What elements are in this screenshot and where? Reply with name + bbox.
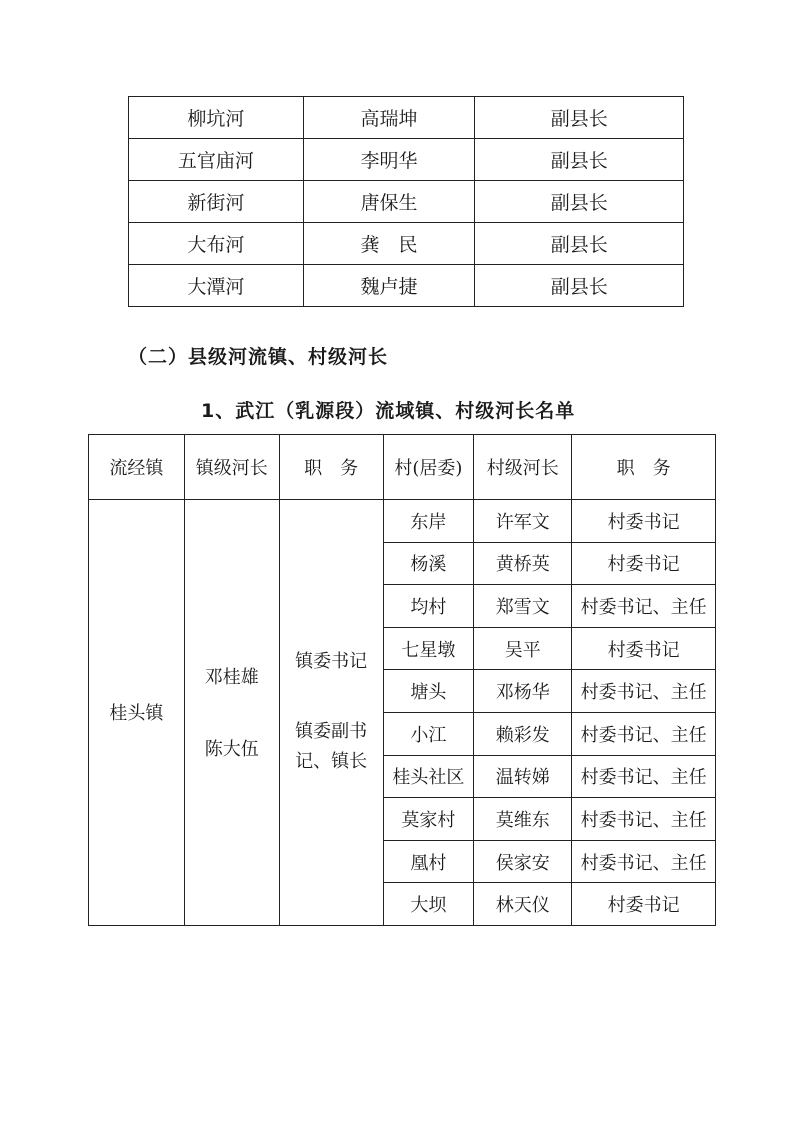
title-cell: 副县长 [475,97,684,139]
village-duty-cell: 村委书记、主任 [572,840,716,883]
village-chief-cell: 赖彩发 [474,712,572,755]
village-cell: 凰村 [383,840,474,883]
village-duty-cell: 村委书记 [572,542,716,585]
chief-name-cell: 李明华 [303,139,475,181]
table-row [129,223,684,265]
river-name-cell: 大布河 [129,223,304,265]
chief-name-cell: 唐保生 [303,181,475,223]
title-cell: 副县长 [475,181,684,223]
village-chief-cell: 许军文 [474,500,572,543]
town-duties-cell [279,500,383,926]
village-cell: 大坝 [383,883,474,926]
river-name-cell: 大潭河 [129,265,304,307]
village-cell: 塘头 [383,670,474,713]
river-chief-table-county [128,96,684,307]
river-name-cell: 柳坑河 [129,97,304,139]
header-town-chief: 镇级河长 [184,435,279,500]
village-cell: 莫家村 [383,798,474,841]
village-chief-cell: 吴平 [474,627,572,670]
village-duty-cell: 村委书记、主任 [572,755,716,798]
village-chief-cell: 林天仪 [474,883,572,926]
village-chief-cell: 莫维东 [474,798,572,841]
town-chief-name: 邓桂雄 [204,667,259,689]
section-heading: （二）县级河流镇、村级河长 [128,346,389,368]
village-cell: 均村 [383,585,474,628]
river-name-cell: 五官庙河 [129,139,304,181]
chief-name-cell: 高瑞坤 [303,97,475,139]
table-row [129,97,684,139]
town-duty: 镇委副书 [295,721,368,743]
header-village: 村(居委) [383,435,474,500]
title-cell: 副县长 [475,139,684,181]
village-cell: 杨溪 [383,542,474,585]
town-chiefs-cell [184,500,279,926]
village-duty-cell: 村委书记 [572,500,716,543]
village-duty-cell: 村委书记、主任 [572,585,716,628]
chief-name-cell: 龚 民 [303,223,475,265]
village-chief-cell: 温转娣 [474,755,572,798]
table-header-row [89,435,716,500]
village-duty-cell: 村委书记 [572,883,716,926]
header-village-duty: 职 务 [572,435,716,500]
header-town-duty: 职 务 [279,435,383,500]
chief-name-cell: 魏卢捷 [303,265,475,307]
title-cell: 副县长 [475,265,684,307]
table-row [129,265,684,307]
river-chief-table-town-village [88,434,716,926]
village-duty-cell: 村委书记、主任 [572,712,716,755]
village-duty-cell: 村委书记 [572,627,716,670]
header-village-chief: 村级河长 [474,435,572,500]
village-cell: 东岸 [383,500,474,543]
village-chief-cell: 郑雪文 [474,585,572,628]
village-cell: 桂头社区 [383,755,474,798]
village-duty-cell: 村委书记、主任 [572,798,716,841]
town-cell: 桂头镇 [89,500,185,926]
village-chief-cell: 侯家安 [474,840,572,883]
village-chief-cell: 黄桥英 [474,542,572,585]
table-title: 1、武江（乳源段）流域镇、村级河长名单 [201,400,576,422]
table-row [129,139,684,181]
table-row [129,181,684,223]
village-duty-cell: 村委书记、主任 [572,670,716,713]
title-cell: 副县长 [475,223,684,265]
table-row [89,500,716,543]
river-name-cell: 新街河 [129,181,304,223]
village-chief-cell: 邓杨华 [474,670,572,713]
header-town: 流经镇 [89,435,185,500]
village-cell: 七星墩 [383,627,474,670]
town-duty: 记、镇长 [295,751,368,773]
village-cell: 小江 [383,712,474,755]
town-chief-name: 陈大伍 [204,739,259,761]
town-duty: 镇委书记 [295,651,368,673]
